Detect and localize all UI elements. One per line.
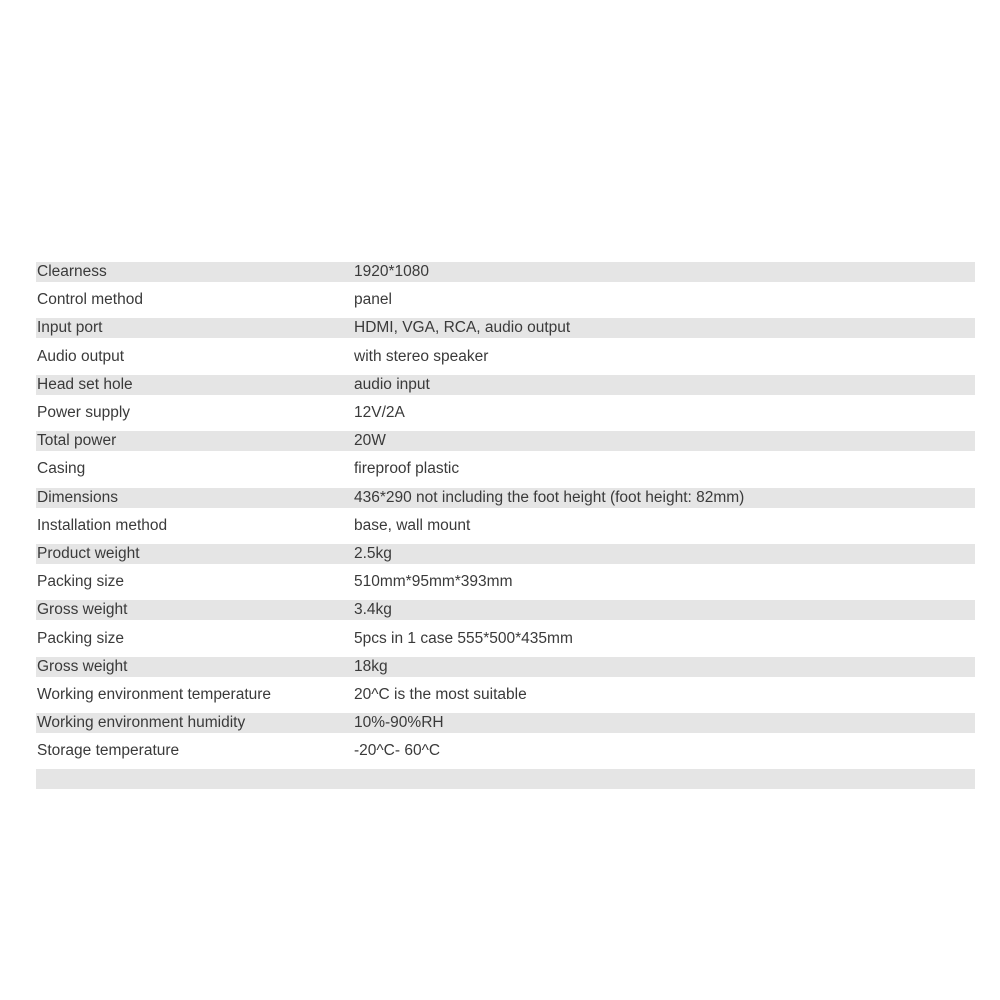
spec-label: Product weight [37,544,140,562]
spec-table [36,258,975,789]
spec-row [36,314,975,342]
spec-value: panel [354,291,392,309]
spec-label: Casing [37,460,86,478]
spec-value: 20W [354,432,386,450]
spec-row [36,371,975,399]
spec-value: 1920*1080 [354,263,429,281]
spec-row [36,596,975,624]
spec-row [36,286,975,314]
spec-value: 18kg [354,657,388,675]
spec-value: 510mm*95mm*393mm [354,573,513,591]
spec-value: 12V/2A [354,404,405,422]
spec-row [36,540,975,568]
spec-row [36,512,975,540]
spec-label: Power supply [37,404,131,422]
spec-row [36,624,975,652]
spec-row [36,737,975,765]
spec-value: fireproof plastic [354,460,460,478]
spec-row [36,427,975,455]
spec-label: Head set hole [37,375,133,393]
spec-row [36,568,975,596]
spec-label: Working environment humidity [37,714,246,732]
spec-label: Working environment temperature [37,685,272,703]
spec-row [36,258,975,286]
spec-value: with stereo speaker [354,347,489,365]
spec-value: 436*290 not including the foot height (foot height: 82mm) [354,488,745,506]
empty-row-band [36,769,975,789]
spec-value: base, wall mount [354,516,471,534]
spec-value: 2.5kg [354,544,392,562]
spec-row [36,455,975,483]
spec-label: Clearness [37,263,107,281]
spec-value: 10%-90%RH [354,714,444,732]
spec-label: Installation method [37,516,168,534]
spec-value: 3.4kg [354,601,392,619]
spec-label: Packing size [37,573,125,591]
spec-value: 5pcs in 1 case 555*500*435mm [354,629,573,647]
spec-label: Input port [37,319,103,337]
spec-row [36,399,975,427]
spec-value: -20^C- 60^C [354,742,441,760]
spec-row [36,653,975,681]
spec-value: HDMI, VGA, RCA, audio output [354,319,571,337]
spec-label: Storage temperature [37,742,180,760]
spec-label: Gross weight [37,657,128,675]
spec-label: Dimensions [37,488,118,506]
spec-row [36,484,975,512]
spec-row [36,343,975,371]
spec-value: audio input [354,375,430,393]
spec-label: Packing size [37,629,125,647]
spec-label: Control method [37,291,143,309]
spec-row [36,681,975,709]
spec-label: Audio output [37,347,125,365]
spec-value: 20^C is the most suitable [354,685,527,703]
spec-row [36,709,975,737]
spec-label: Gross weight [37,601,128,619]
spec-label: Total power [37,432,117,450]
